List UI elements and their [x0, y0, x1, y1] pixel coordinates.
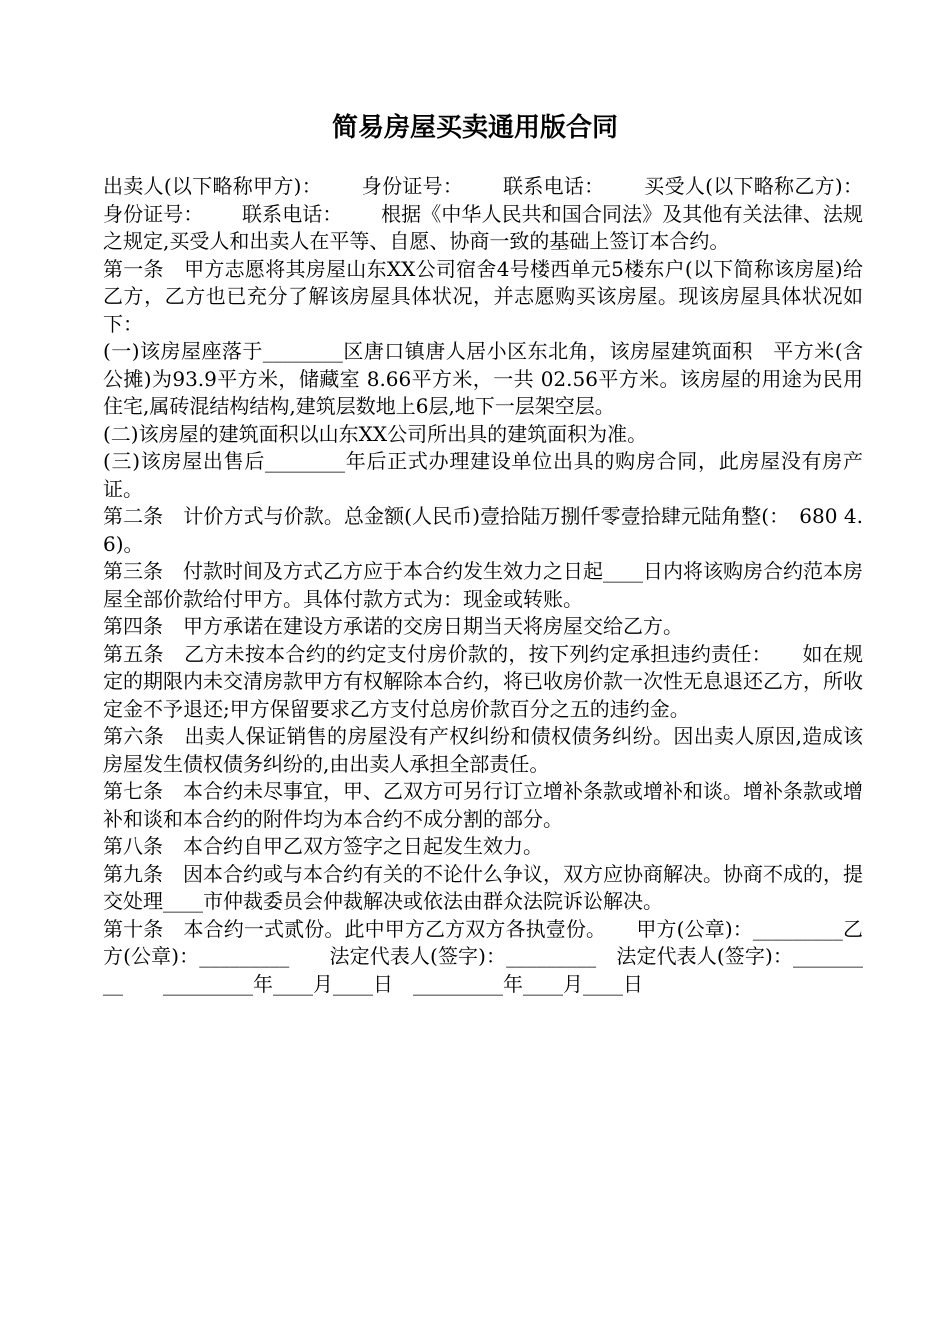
paragraph-article-1: 第一条 甲方志愿将其房屋山东XX公司宿舍4号楼西单元5楼东户(以下简称该房屋)给乙方，乙方也已充分了解该房屋具体状况，并志愿购买该房屋。现该房屋具体状况如下： [103, 256, 863, 336]
paragraph-article-9: 第九条 因本合约或与本合约有关的不论什么争议，双方应协商解决。协商不成的，提交处理____市仲裁委员会仲裁解决或依法由群众法院诉讼解决。 [103, 861, 863, 913]
document-body [103, 173, 902, 998]
paragraph-item-1: (一)该房屋座落于________区唐口镇唐人居小区东北角，该房屋建筑面积 平方米(含公摊)为93.9平方米，储藏室 8.66平方米，一共 02.56平方米。该房屋的用途为民用住宅,属砖混结构结构,建筑层数地上6层,地下一层架空层。 [103, 339, 863, 418]
paragraph-parties: 出卖人(以下略称甲方)： 身份证号： 联系电话： 买受人(以下略称乙方)： 身份证号： 联系电话： 根据《中华人民共和国合同法》及其他有关法律、法规之规定,买受人和出卖人在平等、自愿、协商一致的基础上签订本合约。 [103, 174, 902, 253]
paragraph-article-8: 第八条 本合约自甲乙双方签字之日起发生效力。 [103, 834, 543, 858]
paragraph-article-2: 第二条 计价方式与价款。总金额(人民币)壹拾陆万捌仟零壹拾肆元陆角整(： 680 4.6)。 [103, 504, 863, 556]
paragraph-article-4: 第四条 甲方承诺在建设方承诺的交房日期当天将房屋交给乙方。 [103, 614, 683, 638]
paragraph-article-6: 第六条 出卖人保证销售的房屋没有产权纠纷和债权债务纠纷。因出卖人原因,造成该房屋发生债权债务纠纷的,由出卖人承担全部责任。 [103, 724, 863, 776]
paragraph-article-5: 第五条 乙方未按本合约的约定支付房价款的，按下列约定承担违约责任： 如在规定的期限内未交清房款甲方有权解除本合约，将已收房价款一次性无息退还乙方，所收定金不予退还;甲方保留要求乙方支付总房价款百分之五的违约金。 [103, 641, 863, 721]
paragraph-article-10-signatures: 第十条 本合约一式贰份。此中甲方乙方双方各执壹份。 甲方(公章)：_________乙方(公章)：_________ 法定代表人(签字)：_________ 法定代表人(签字)：_________ _________年____月____日 _________年____月____日 [103, 916, 863, 996]
document-title: 简易房屋买卖通用版合同 [331, 113, 618, 143]
paragraph-article-7: 第七条 本合约未尽事宜，甲、乙双方可另行订立增补条款或增补和谈。增补条款或增补和谈和本合约的附件均为本合约不成分割的部分。 [103, 779, 863, 831]
paragraph-item-2: (二)该房屋的建筑面积以山东XX公司所出具的建筑面积为准。 [103, 421, 648, 446]
paragraph-article-3: 第三条 付款时间及方式乙方应于本合约发生效力之日起____日内将该购房合约范本房屋全部价款给付甲方。具体付款方式为：现金或转账。 [103, 559, 863, 611]
paragraph-item-3: (三)该房屋出售后________年后正式办理建设单位出具的购房合同，此房屋没有房产证。 [103, 449, 863, 501]
